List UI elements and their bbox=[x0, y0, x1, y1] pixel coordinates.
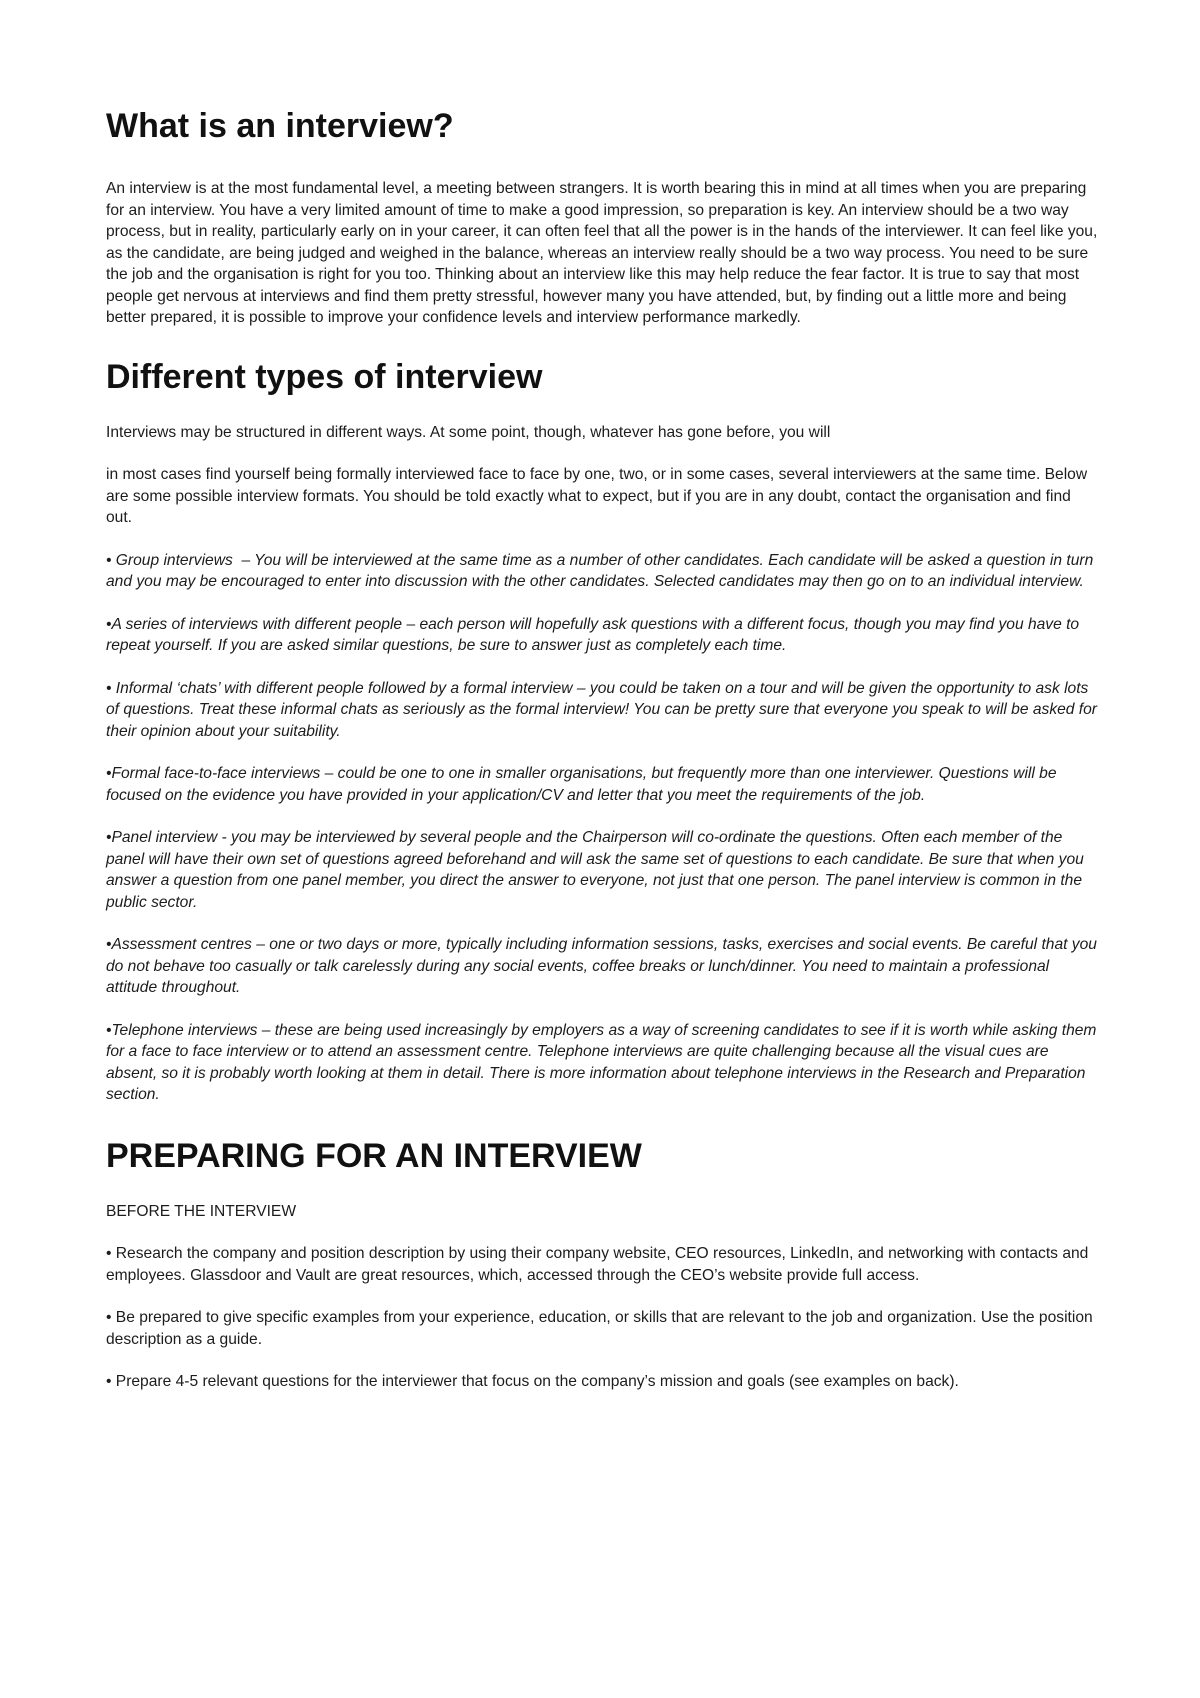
types-lead-paragraph-continued: in most cases find yourself being formally interviewed face to face by one, two, or in some cases, several interviewers at the same time. Below are some possible interview formats. You should be told exactly what to expect, but if you are in any doubt, contact the organisation and find out. bbox=[106, 466, 1088, 526]
before-interview-subheading: BEFORE THE INTERVIEW bbox=[106, 1202, 297, 1220]
interview-type-panel: •Panel interview - you may be interviewed by several people and the Chairperson will co-ordinate the questions. Often each member of the panel will have their own set of questions agreed beforehand and will ask the same set of questions to each candidate. Be sure that when you answer a question from one panel member, you direct the answer to everyone, not just that one person. The panel interview is common in the public sector. bbox=[106, 829, 1084, 911]
interview-type-assessment-centres: •Assessment centres – one or two days or more, typically including information sessions, tasks, exercises and social events. Be careful that you do not behave too casually or talk carelessly during any social events, coffee breaks or lunch/dinner. You need to maintain a professional attitude throughout. bbox=[106, 936, 1097, 996]
prep-item-questions: • Prepare 4-5 relevant questions for the interviewer that focus on the company’s mission and goals (see examples on back). bbox=[106, 1373, 959, 1390]
prep-item-examples: • Be prepared to give specific examples from your experience, education, or skills that are relevant to the job and organization. Use the position description as a guide. bbox=[106, 1309, 1093, 1348]
interview-type-group: • Group interviews – You will be interviewed at the same time as a number of other candidates. Each candidate will be asked a question in turn and you may be encouraged to enter into discussion with the other candidates. Selected candidates may then go on to an individual interview. bbox=[106, 551, 1094, 590]
types-lead-paragraph: Interviews may be structured in different ways. At some point, though, whatever has gone before, you will bbox=[106, 423, 831, 441]
intro-paragraph: An interview is at the most fundamental level, a meeting between strangers. It is worth bearing this in mind at all times when you are preparing for an interview. You have a very limited amount of time to make a good impression, so preparation is key. An interview should be a two way process, but in reality, particularly early on in your career, it can often feel that all the power is in the hands of the interviewer. It can feel like you, as the candidate, are being judged and weighed in the balance, whereas an interview really should be a two way process. You need to be sure the job and the organisation is right for you too. Thinking about an interview like this may help reduce the fear factor. It is true to say that most people get nervous at interviews and find them pretty stressful, however many you have attended, but, by finding out a little more and being better prepared, it is possible to improve your confidence levels and interview performance markedly. bbox=[106, 180, 1098, 326]
types-section bbox=[106, 422, 1100, 1106]
interview-type-telephone: •Telephone interviews – these are being used increasingly by employers as a way of screening candidates to see if it is worth while asking them for a face to face interview or to attend an assessment centre. Telephone interviews are quite challenging because all the visual cues are absent, so it is probably worth looking at them in detail. There is more information about telephone interviews in the Research and Preparation section. bbox=[106, 1021, 1097, 1103]
prep-item-research: • Research the company and position description by using their company website, CEO resources, LinkedIn, and networking with contacts and employees. Glassdoor and Vault are great resources, which, accessed through the CEO’s website provide full access. bbox=[106, 1245, 1089, 1284]
document-page bbox=[106, 106, 1100, 1414]
section-heading-types-of-interview: Different types of interview bbox=[106, 357, 543, 396]
section-heading-what-is-an-interview: What is an interview? bbox=[106, 107, 454, 145]
interview-type-informal-chats: • Informal ‘chats’ with different people followed by a formal interview – you could be taken on a tour and will be given the opportunity to ask lots of questions. Treat these informal chats as seriously as the formal interview! You can be pretty sure that everyone you speak to will be asked for their opinion about your suitability. bbox=[106, 679, 1098, 740]
section-heading-preparing: PREPARING FOR AN INTERVIEW bbox=[106, 1136, 642, 1175]
interview-type-formal-face-to-face: •Formal face-to-face interviews – could be one to one in smaller organisations, but frequently more than one interviewer. Questions will be focused on the evidence you have provided in your application/CV and letter that you meet the requirements of the job. bbox=[106, 765, 1057, 804]
interview-type-series: •A series of interviews with different people – each person will hopefully ask questions with a different focus, though you may find you have to repeat yourself. If you are asked similar questions, be sure to answer just as completely each time. bbox=[106, 615, 1080, 654]
